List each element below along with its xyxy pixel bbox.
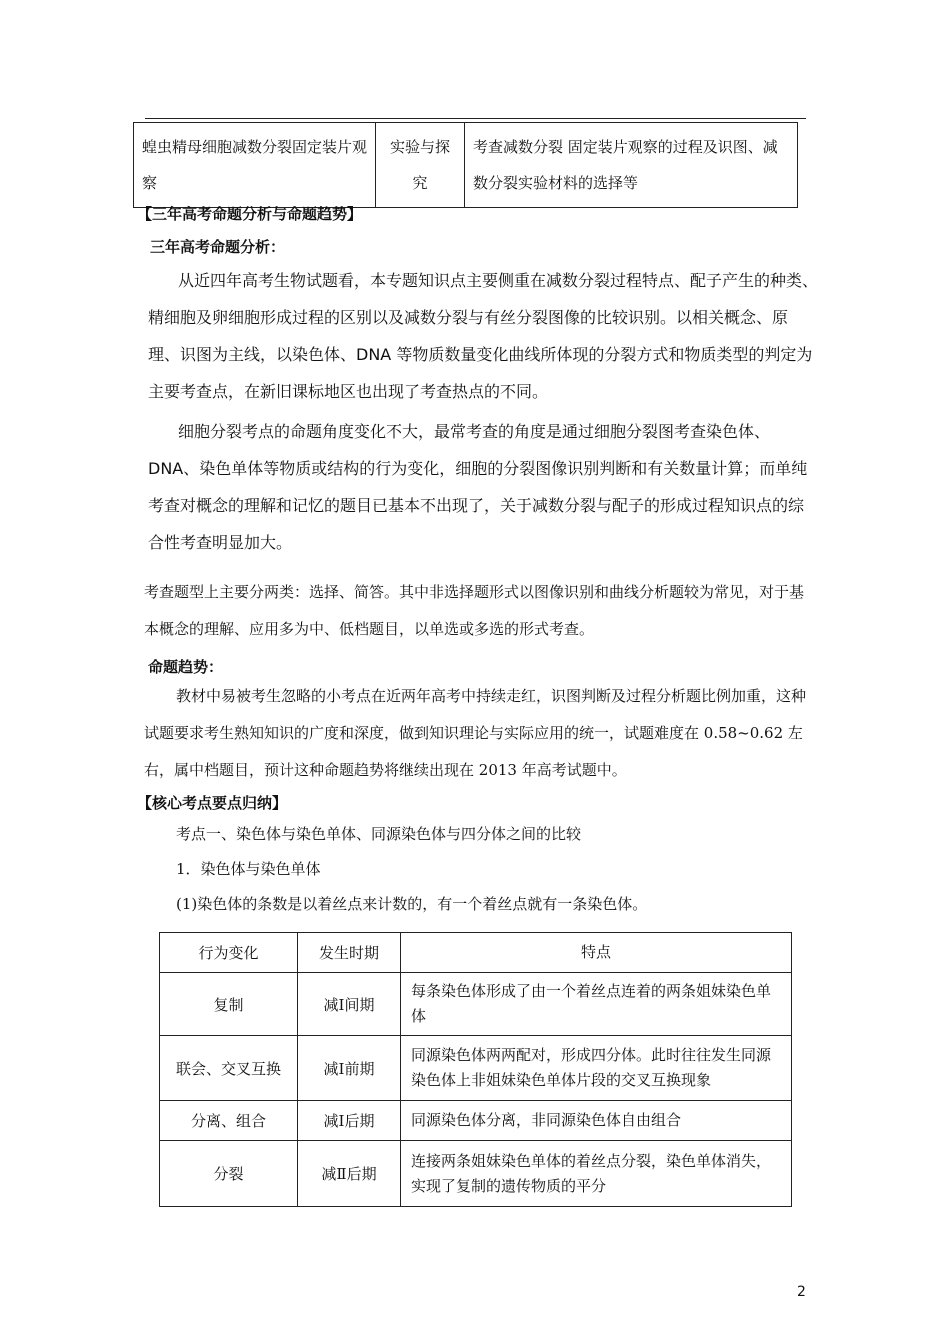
table-cell: 蝗虫精母细胞减数分裂固定装片观察 — [134, 123, 376, 208]
paragraph: 细胞分裂考点的命题角度变化不大，最常考查的角度是通过细胞分裂图考查染色体、DNA、染色单体等物质或结构的行为变化，细胞的分裂图像识别判断和有关数量计算；而单纯考查对概念的理解和记忆的题目已基本不出现了，关于减数分裂与配子的形成过程知识点的综合性考查明显加大。 — [148, 422, 808, 552]
behavior-table — [159, 932, 792, 1207]
header-rule — [145, 118, 806, 119]
paragraph: 从近四年高考生物试题看，本专题知识点主要侧重在减数分裂过程特点、配子产生的种类、精细胞及卵细胞形成过程的区别以及减数分裂与有丝分裂图像的比较识别。以相关概念、原理、识图为主线，以染色体、DNA 等物质数量变化曲线所体现的分裂方式和物质类型的判定为主要考查点，在新旧课标地区也出现了考查热点的不同。 — [148, 271, 819, 401]
table-cell: 实验与探究 — [376, 123, 465, 208]
table-cell: 减Ⅰ后期 — [298, 1101, 401, 1141]
paragraph: 考查题型上主要分两类：选择、简答。其中非选择题形式以图像识别和曲线分析题较为常见，对于基本概念的理解、应用多为中、低档题目，以单选或多选的形式考查。 — [144, 583, 805, 638]
table-row — [160, 1141, 792, 1207]
table-cell: 同源染色体分离，非同源染色体自由组合 — [401, 1101, 792, 1141]
table-cell: 分裂 — [160, 1141, 298, 1207]
table-row — [160, 1101, 792, 1141]
page-number: 2 — [797, 1284, 806, 1300]
table-cell: 减Ⅱ后期 — [298, 1141, 401, 1207]
table-cell: 联会、交叉互换 — [160, 1036, 298, 1101]
section-heading: 【三年高考命题分析与命题趋势】 — [137, 205, 363, 223]
table-row — [160, 973, 792, 1036]
section-heading: 【核心考点要点归纳】 — [137, 794, 288, 812]
table-cell: 每条染色体形成了由一个着丝点连着的两条姐妹染色单体 — [401, 973, 792, 1036]
text-line: 考点一、染色体与染色单体、同源染色体与四分体之间的比较 — [176, 825, 582, 843]
table-cell: 同源染色体两两配对，形成四分体。此时往往发生同源染色体上非姐妹染色单体片段的交叉互换现象 — [401, 1036, 792, 1101]
table-cell: 复制 — [160, 973, 298, 1036]
table-header-row — [160, 933, 792, 973]
table-row — [134, 123, 798, 208]
column-header: 发生时期 — [298, 933, 401, 973]
paragraph: 教材中易被考生忽略的小考点在近两年高考中持续走红，识图判断及过程分析题比例加重，这种试题要求考生熟知知识的广度和深度，做到知识理论与实际应用的统一，试题难度在 0.58~0.62 左右，属中档题目，预计这种命题趋势将继续出现在 2013 年高考试题中。 — [144, 687, 807, 779]
subheading: 三年高考命题分析： — [150, 238, 286, 256]
table-cell: 考查减数分裂 固定装片观察的过程及识图、减数分裂实验材料的选择等 — [465, 123, 798, 208]
table-cell: 减Ⅰ间期 — [298, 973, 401, 1036]
table-cell: 减Ⅰ前期 — [298, 1036, 401, 1101]
experiment-table — [133, 122, 798, 208]
column-header: 行为变化 — [160, 933, 298, 973]
column-header: 特点 — [401, 933, 792, 973]
analysis-section — [137, 203, 817, 224]
text-line: 1．染色体与染色单体 — [176, 860, 321, 878]
table-cell: 连接两条姐妹染色单体的着丝点分裂，染色单体消失，实现了复制的遗传物质的平分 — [401, 1141, 792, 1207]
section-heading: 命题趋势： — [148, 658, 224, 676]
table-cell: 分离、组合 — [160, 1101, 298, 1141]
text-line: (1)染色体的条数是以着丝点来计数的，有一个着丝点就有一条染色体。 — [176, 895, 648, 913]
table-row — [160, 1036, 792, 1101]
